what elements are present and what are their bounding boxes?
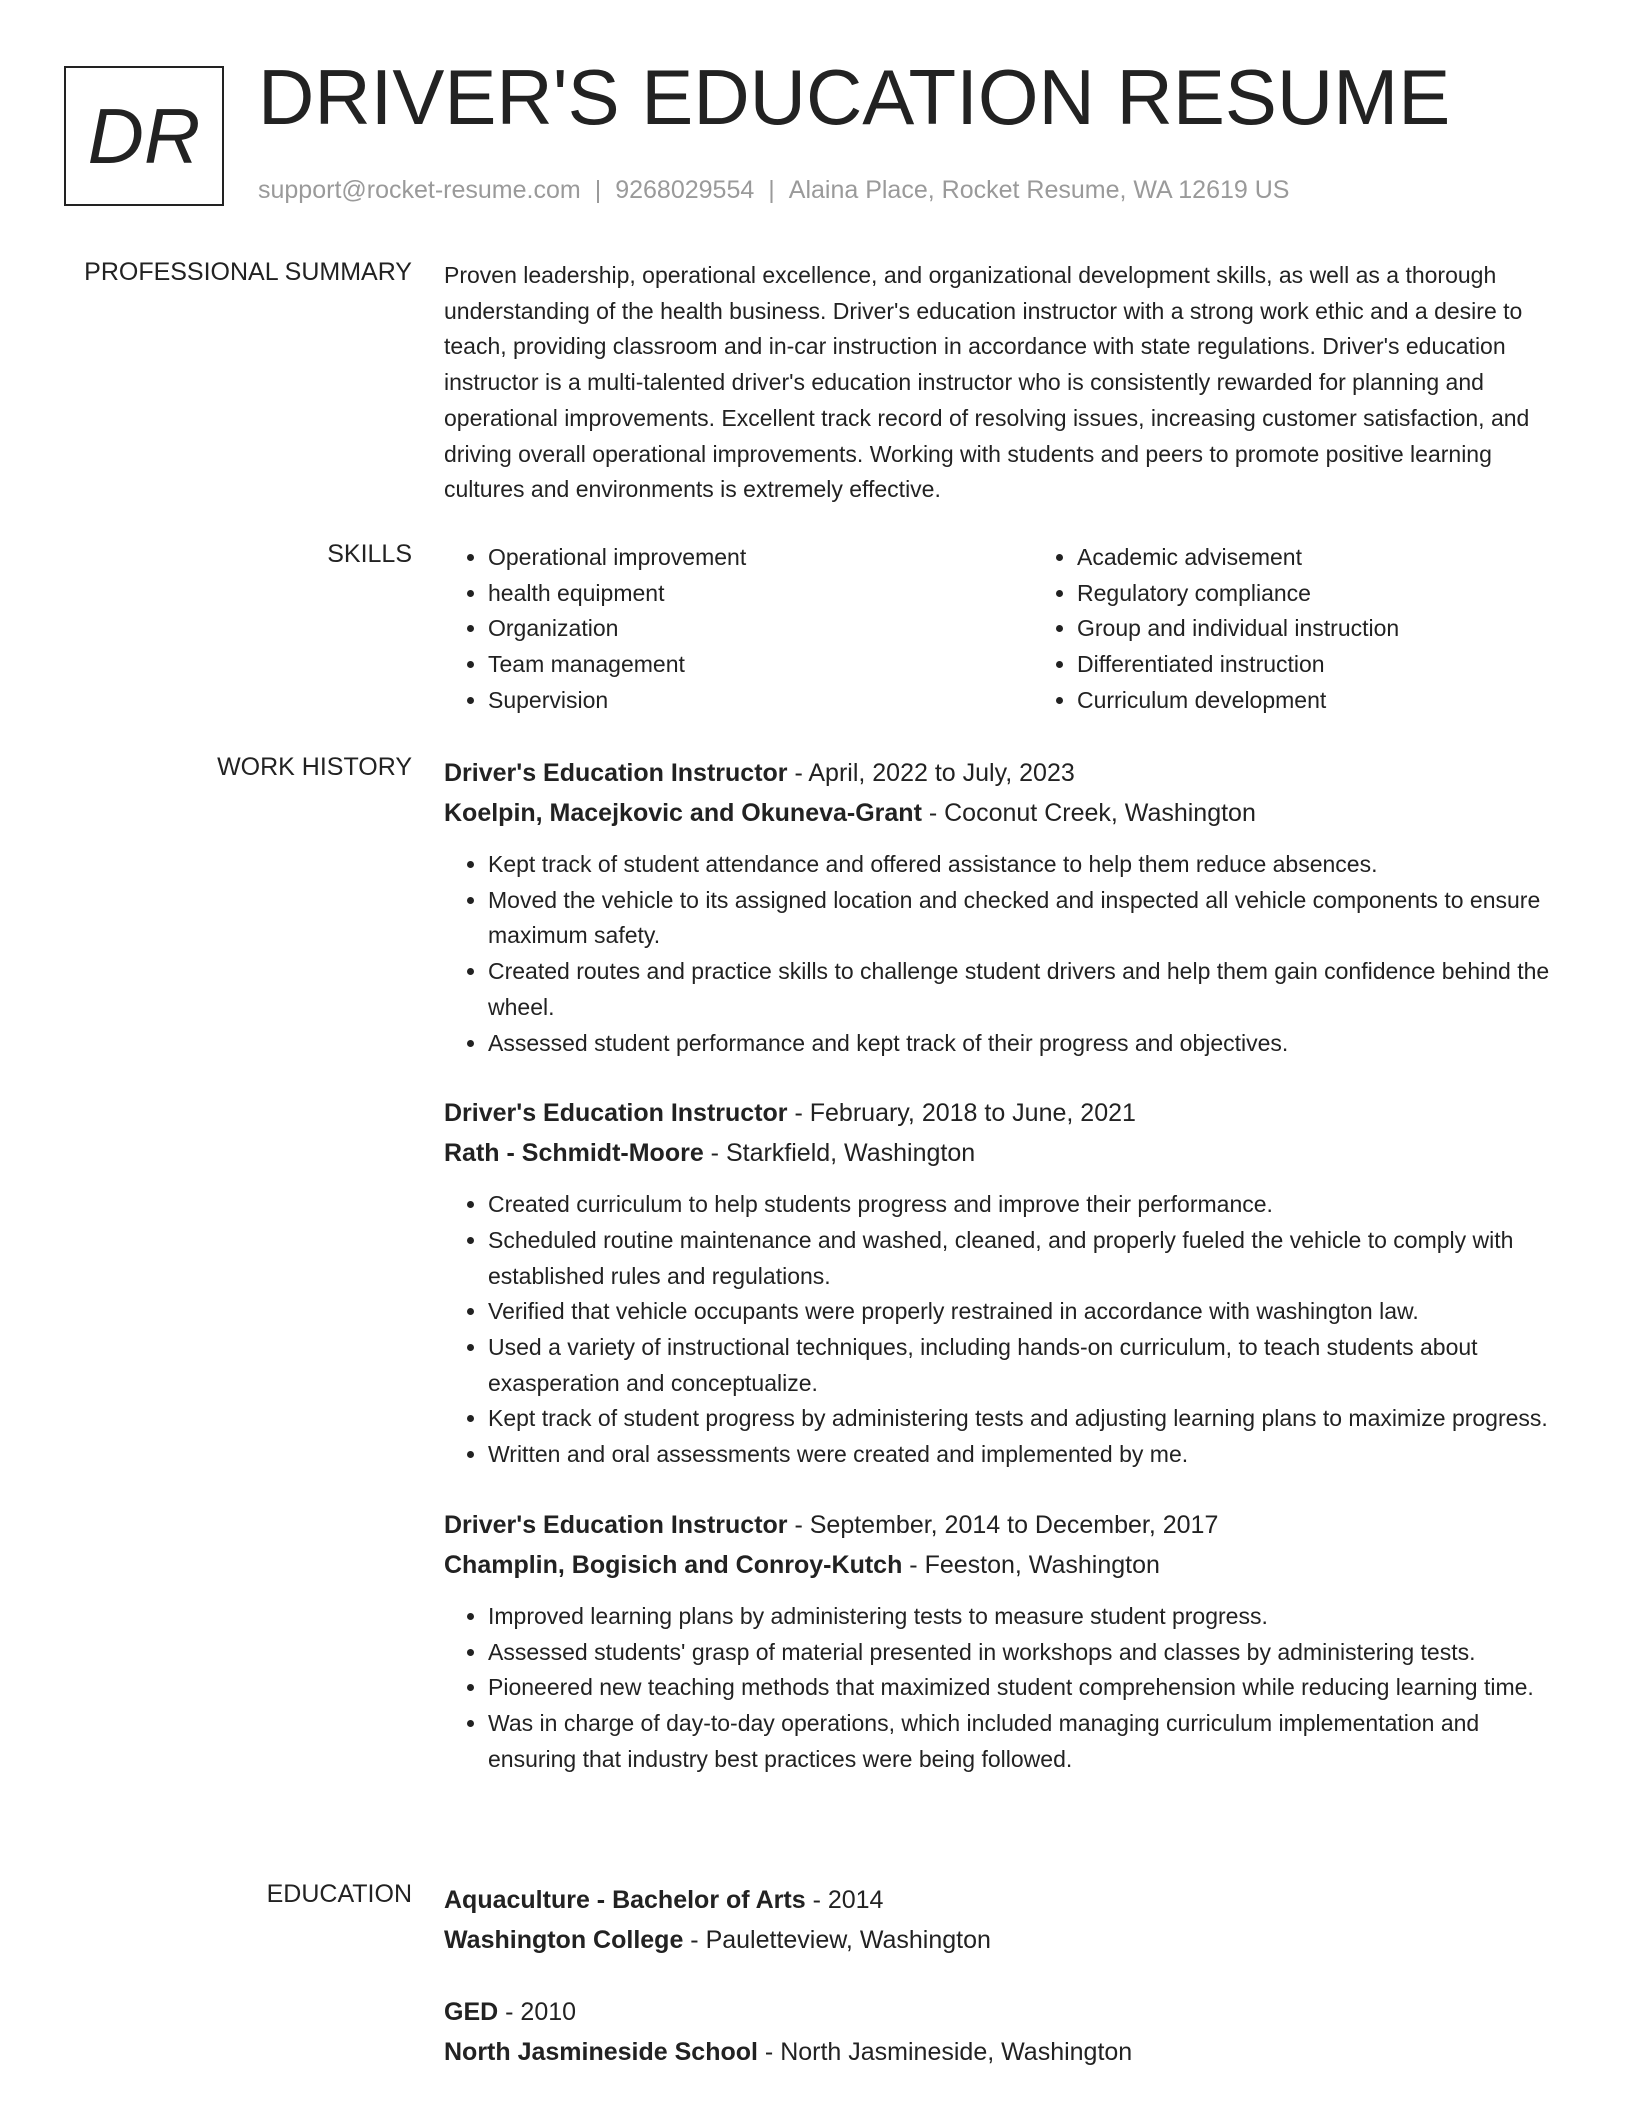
- degree-year: - 2010: [505, 1998, 577, 2026]
- skill-item: • Group and individual instruction: [1077, 611, 1622, 647]
- work-history-heading: WORK HISTORY: [217, 753, 412, 781]
- job-dates: - February, 2018 to June, 2021: [794, 1099, 1136, 1128]
- job-title: Driver's Education Instructor: [444, 1099, 788, 1128]
- degree: GED: [444, 1998, 499, 2026]
- job-entry: [444, 1093, 1559, 1473]
- job-location: - Starkfield, Washington: [710, 1139, 976, 1168]
- school: North Jasmineside School: [444, 2038, 758, 2066]
- job-bullet: • Pioneered new teaching methods that maximized student comprehension while reducing learning time.: [488, 1670, 1559, 1706]
- resume-title: DRIVER'S EDUCATION RESUME: [258, 53, 1451, 141]
- job-bullets: [444, 847, 1559, 1061]
- contact-address: Alaina Place, Rocket Resume, WA 12619 US: [788, 176, 1290, 204]
- skills-heading: SKILLS: [327, 540, 412, 568]
- skills-list-right: [1033, 540, 1622, 719]
- education-entry: [444, 1880, 1559, 1960]
- summary-text: Proven leadership, operational excellence, and organizational development skills, as well as a thorough understanding of the health business. Driver's education instructor with a strong work ethic and a desire to teach, providing classroom and in-car instruction in accordance with state regulations. Driver's education instructor is a multi-talented driver's education instructor who is consistently rewarded for planning and operational improvements. Excellent track record of resolving issues, increasing customer satisfaction, and driving overall operational improvements. Working with students and peers to promote positive learning cultures and environments is extremely effective.: [444, 262, 1530, 503]
- job-bullet: • Improved learning plans by administering tests to measure student progress.: [488, 1599, 1559, 1635]
- work-history-body: [444, 753, 1559, 1809]
- job-company: Rath - Schmidt-Moore: [444, 1139, 704, 1168]
- school-line: [444, 2032, 1559, 2072]
- job-entry: [444, 1505, 1559, 1778]
- school-location: - Pauletteview, Washington: [690, 1926, 991, 1954]
- job-bullet: • Moved the vehicle to its assigned location and checked and inspected all vehicle components to ensure maximum safety.: [488, 883, 1559, 954]
- contact-line: [258, 176, 1289, 205]
- job-title: Driver's Education Instructor: [444, 1510, 788, 1539]
- skill-item: • Organization: [488, 611, 1033, 647]
- job-title-line: [444, 1093, 1559, 1133]
- job-dates: - April, 2022 to July, 2023: [794, 759, 1075, 787]
- job-title-line: [444, 1505, 1559, 1545]
- job-bullet: • Was in charge of day-to-day operations, which included managing curriculum implementation and ensuring that industry best practices were being followed.: [488, 1706, 1559, 1777]
- job-company-line: [444, 1545, 1559, 1585]
- job-bullets: [444, 1599, 1559, 1778]
- job-title-line: [444, 753, 1559, 793]
- contact-email: support@rocket-resume.com: [258, 176, 581, 204]
- contact-separator: |: [768, 176, 775, 204]
- skill-item: • Curriculum development: [1077, 683, 1622, 719]
- contact-separator: |: [594, 176, 602, 204]
- skill-item: • Regulatory compliance: [1077, 576, 1622, 612]
- job-location: - Feeston, Washington: [909, 1550, 1160, 1579]
- job-bullet: • Created curriculum to help students progress and improve their performance.: [488, 1187, 1559, 1223]
- job-location: - Coconut Creek, Washington: [928, 799, 1256, 827]
- degree-line: [444, 1880, 1559, 1920]
- school-location: - North Jasmineside, Washington: [764, 2038, 1133, 2066]
- job-company: Champlin, Bogisich and Conroy-Kutch: [444, 1550, 903, 1579]
- monogram-box: [64, 66, 224, 206]
- job-bullet: • Kept track of student attendance and offered assistance to help them reduce absences.: [488, 847, 1559, 883]
- job-bullet: • Kept track of student progress by administering tests and adjusting learning plans to maximize progress.: [488, 1401, 1559, 1437]
- education-body: [444, 1880, 1559, 2104]
- skill-item: • Team management: [488, 647, 1033, 683]
- skill-item: • Operational improvement: [488, 540, 1033, 576]
- job-company-line: [444, 793, 1559, 833]
- job-bullet: • Verified that vehicle occupants were properly restrained in accordance with washington law.: [488, 1294, 1559, 1330]
- job-entry: [444, 753, 1559, 1061]
- skill-item: • Academic advisement: [1077, 540, 1622, 576]
- education-entry: [444, 1992, 1559, 2072]
- job-bullet: • Assessed students' grasp of material presented in workshops and classes by administering tests.: [488, 1635, 1559, 1671]
- school: Washington College: [444, 1926, 684, 1954]
- skill-item: • Supervision: [488, 683, 1033, 719]
- skill-item: • Differentiated instruction: [1077, 647, 1622, 683]
- job-bullet: • Used a variety of instructional techniques, including hands-on curriculum, to teach students about exasperation and conceptualize.: [488, 1330, 1559, 1401]
- job-company: Koelpin, Macejkovic and Okuneva-Grant: [444, 799, 922, 827]
- job-dates: - September, 2014 to December, 2017: [794, 1510, 1219, 1539]
- degree: Aquaculture - Bachelor of Arts: [444, 1886, 806, 1914]
- degree-year: - 2014: [812, 1886, 884, 1914]
- job-title: Driver's Education Instructor: [444, 759, 788, 787]
- summary-heading: PROFESSIONAL SUMMARY: [84, 258, 412, 286]
- job-bullet: • Scheduled routine maintenance and washed, cleaned, and properly fueled the vehicle to comply with established rules and regulations.: [488, 1223, 1559, 1294]
- education-heading: EDUCATION: [266, 1880, 412, 1908]
- job-bullet: • Created routes and practice skills to challenge student drivers and help them gain confidence behind the wheel.: [488, 954, 1559, 1025]
- degree-line: [444, 1992, 1559, 2032]
- skills-body: [444, 540, 1559, 719]
- monogram-initials: DR: [87, 91, 201, 180]
- contact-phone: 9268029554: [615, 176, 755, 204]
- job-bullet: • Written and oral assessments were created and implemented by me.: [488, 1437, 1559, 1473]
- skills-list-left: [444, 540, 1033, 719]
- skill-item: • health equipment: [488, 576, 1033, 612]
- job-company-line: [444, 1133, 1559, 1173]
- job-bullet: • Assessed student performance and kept track of their progress and objectives.: [488, 1026, 1559, 1062]
- summary-body: [444, 258, 1559, 508]
- job-bullets: [444, 1187, 1559, 1473]
- school-line: [444, 1920, 1559, 1960]
